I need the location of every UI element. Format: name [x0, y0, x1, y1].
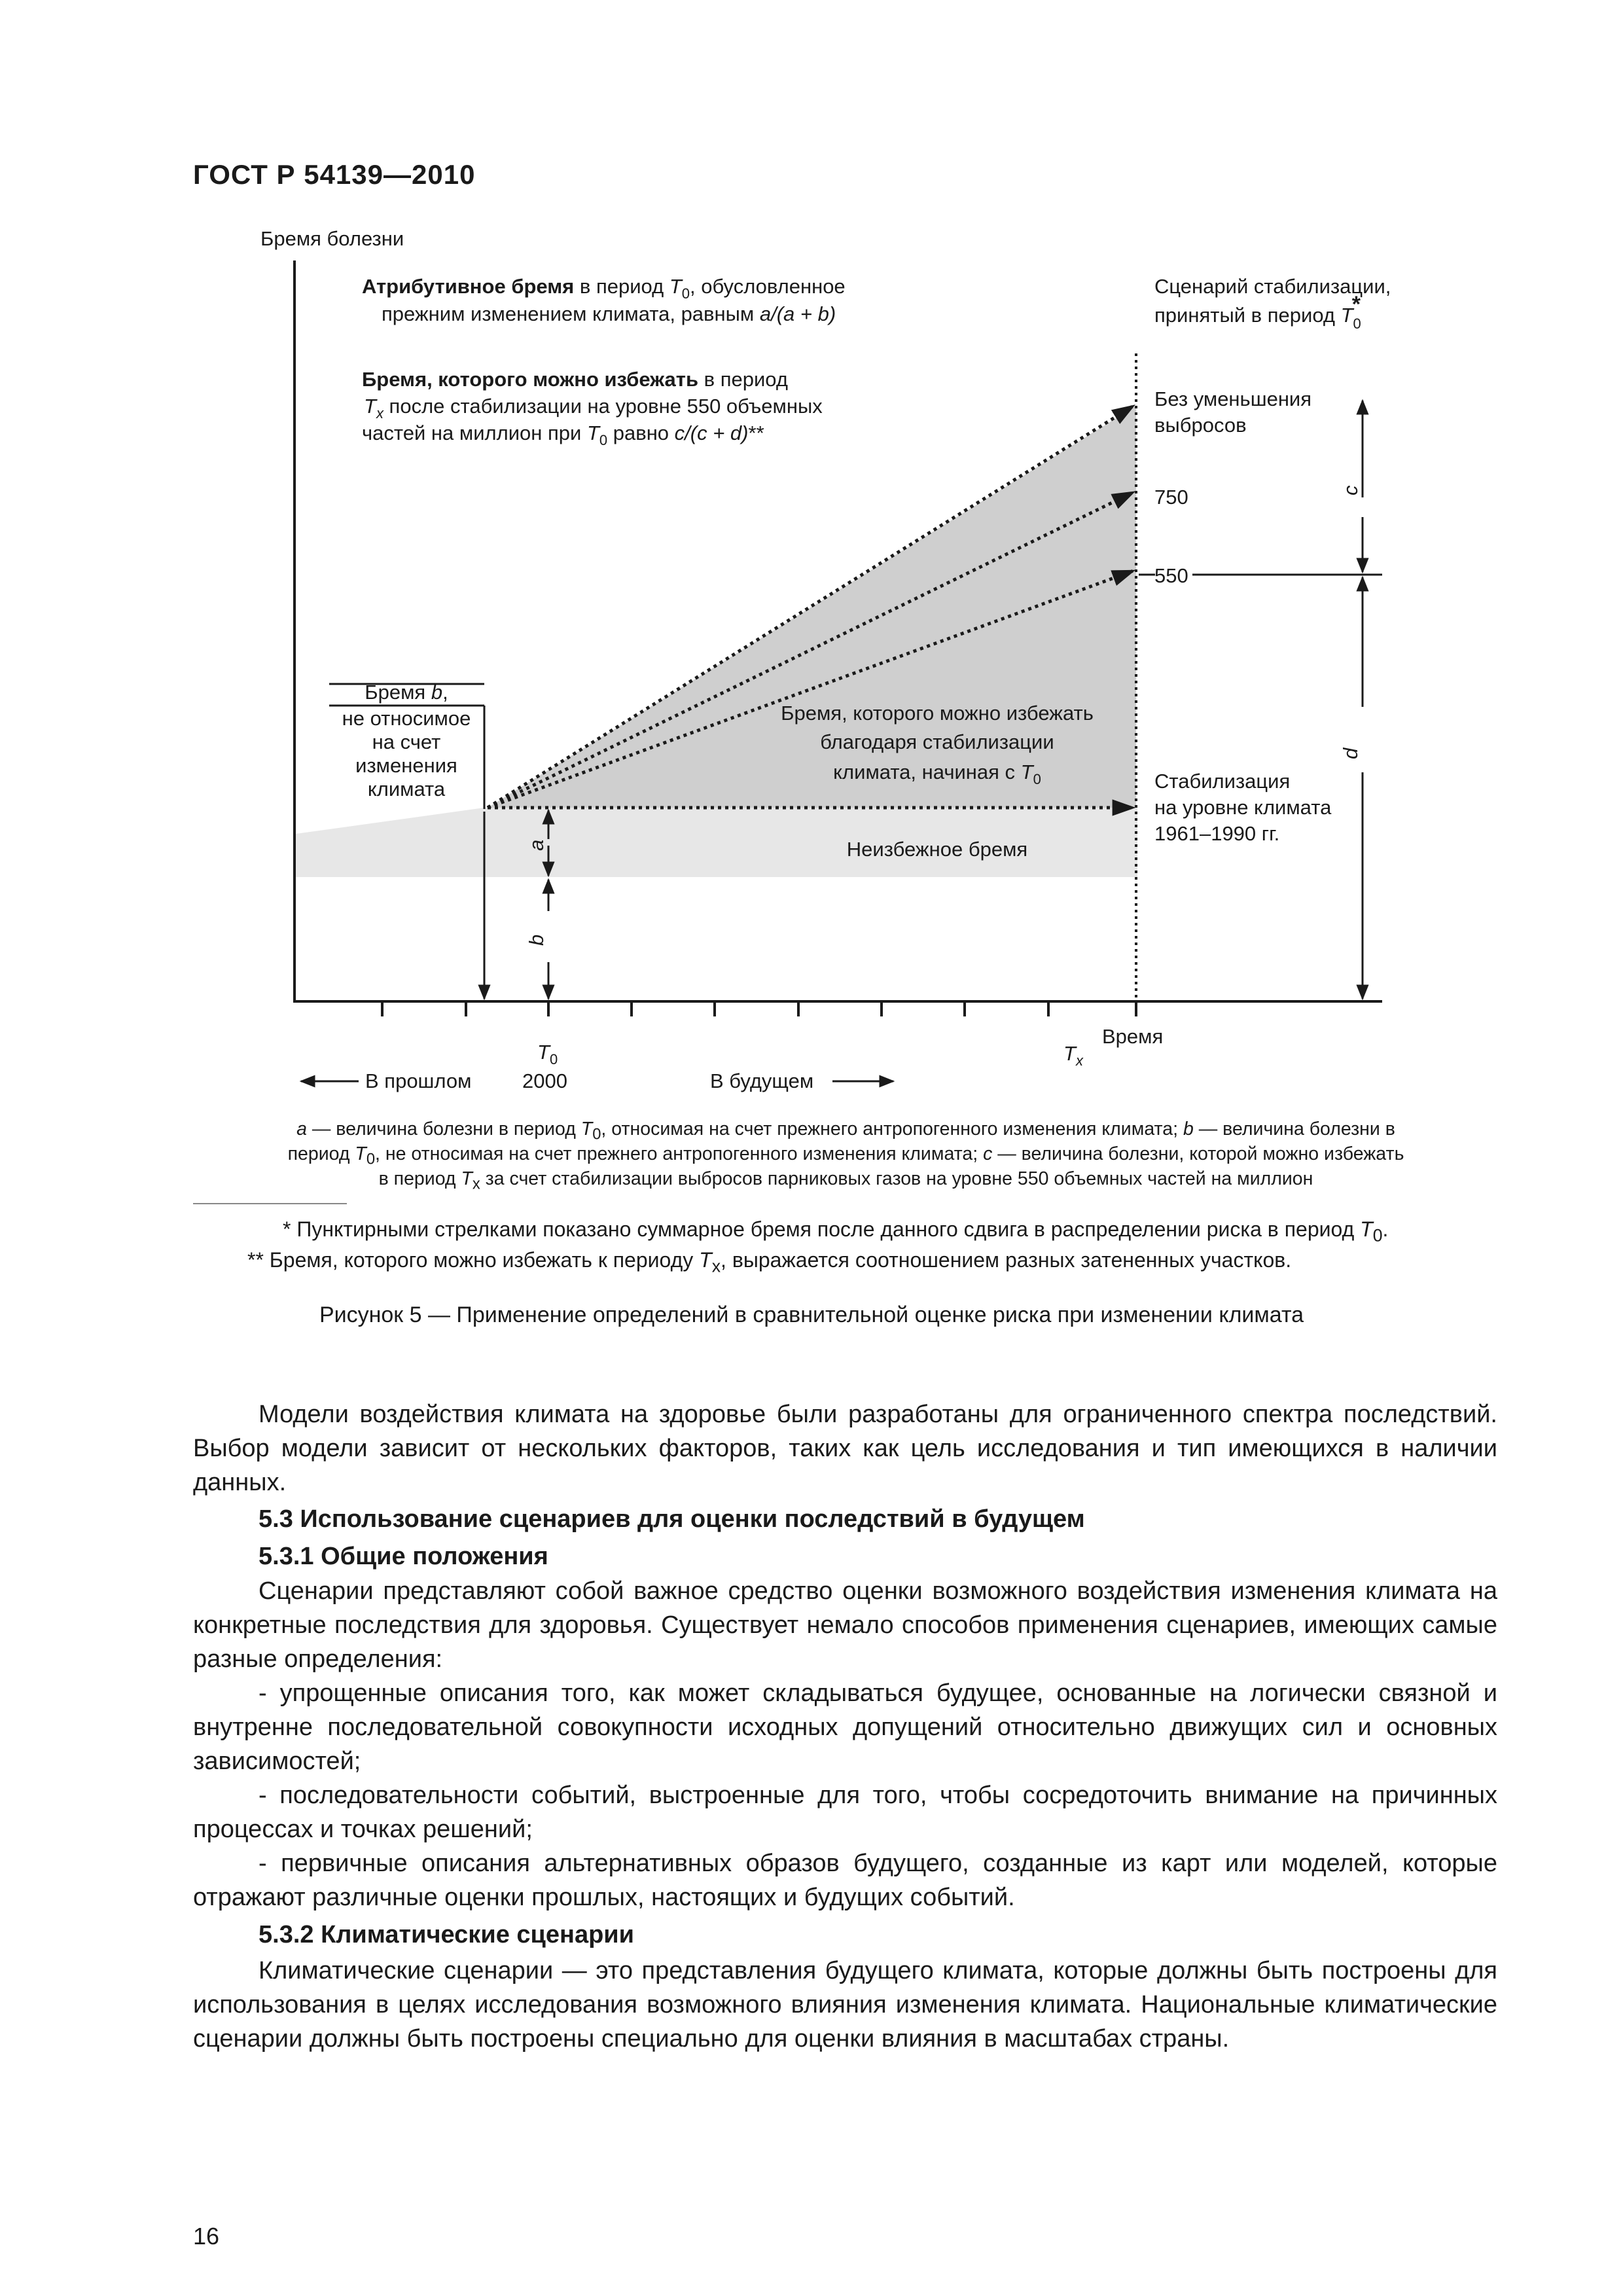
svg-text:прежним изменением климата, ра: прежним изменением климата, равным a/(a + b) [382, 302, 836, 325]
svg-text:a: a [525, 839, 548, 851]
svg-text:на уровне климата: на уровне климата [1154, 796, 1332, 819]
scenario-labels [1154, 387, 1311, 587]
paragraph-models: Модели воздействия климата на здоровье были разработаны для ограниченного спектра последствий. Выбор модели зависит от нескольких факторов, таких как цель исследования и тип имеющихся в наличии данных. [193, 1401, 1497, 1496]
svg-text:Сценарий стабилизации,: Сценарий стабилизации, [1154, 275, 1391, 298]
future-label: В будущем [710, 1069, 814, 1092]
svg-text:1961–1990 гг.: 1961–1990 гг. [1154, 822, 1280, 845]
svg-text:Без уменьшения: Без уменьшения [1154, 387, 1312, 410]
svg-text:не относимое: не относимое [342, 707, 471, 730]
svg-text:Атрибутивное бремя в период T0: Атрибутивное бремя в период $T_0$, обусловленное [362, 275, 846, 302]
svg-text:c: c [1339, 485, 1362, 495]
svg-text:Бремя b,: Бремя b, [365, 681, 448, 704]
section-5-3-heading: 5.3 Использование сценариев для оценки последствий в будущем [259, 1505, 1085, 1533]
svg-text:климата, начиная с T0: климата, начиная с $T_0$ [833, 761, 1041, 787]
svg-text:благодаря стабилизации: благодаря стабилизации [820, 730, 1054, 753]
svg-text:выбросов: выбросов [1154, 414, 1247, 437]
svg-text:Tx: $T_x$ [1063, 1042, 1083, 1069]
svg-text:2000: 2000 [522, 1069, 567, 1092]
list-item-2: - последовательности событий, выстроенные для того, чтобы сосредоточить внимание на причинных процессах и точках решений; [193, 1782, 1497, 1843]
svg-text:Бремя, которого можно избежать: Бремя, которого можно избежать [781, 702, 1094, 725]
figure-legend-line-1: a — величина болезни в период $T_0$, относимая на счет прежнего антропогенного изменения климата; b — величина болезни в [296, 1119, 1395, 1143]
svg-text:d: d [1339, 747, 1362, 759]
figure-caption: Рисунок 5 — Применение определений в сравнительной оценке риска при изменении климата [319, 1302, 1304, 1327]
footnote-divider [193, 1203, 347, 1204]
svg-text:на счет: на счет [372, 730, 441, 753]
figure-legend-line-2: период $T_0$, не относимая на счет прежнего антропогенного изменения климата; c — величина болезни, которой можно избежать [287, 1143, 1404, 1168]
paragraph-scenarios: Сценарии представляют собой важное средство оценки возможного воздействия изменения климата на конкретные последствия для здоровья. Существует немало способов применения сценариев, имеющих самые разные определения: [193, 1577, 1497, 1673]
body-block-1 [193, 1397, 1497, 1499]
burden-b-label [342, 681, 471, 800]
svg-text:частей на миллион при T0 равно: частей на миллион при $T_0$ равно c/(c + d)** [362, 422, 764, 448]
document-header: ГОСТ Р 54139—2010 [193, 159, 476, 190]
svg-text:климата: климата [367, 778, 446, 800]
x-axis-ticks [382, 1001, 1136, 1016]
list-item-1: - упрощенные описания того, как может складываться будущее, основанные на логически связной и внутренне последовательной совокупности исходных допущений относительно движущих сил и основных зависимостей; [193, 1679, 1497, 1775]
x-axis-label: Время [1102, 1025, 1164, 1048]
paragraph-climate-scenarios: Климатические сценарии — это представления будущего климата, которые должны быть построены для использования в целях исследования возможного влияния изменения климата. Национальные климатические сценарии должны быть построены специально для оценки влияния в масштабах страны. [193, 1957, 1497, 2053]
svg-text:принятый в период T0*: принятый в период $T_0*$ [1154, 292, 1361, 332]
body-block-2 [193, 1574, 1497, 1914]
inevitable-burden-label: Неизбежное бремя [846, 838, 1028, 861]
svg-text:b: b [525, 934, 548, 946]
list-item-3: - первичные описания альтернативных образов будущего, созданные из карт или моделей, которые отражают различные оценки прошлых, настоящих и будущих событий. [193, 1850, 1497, 1911]
y-axis-label: Бремя болезни [260, 227, 404, 250]
figure-legend-line-3: в период $T_x$ за счет стабилизации выбросов парниковых газов на уровне 550 объемных частей на миллион [378, 1168, 1313, 1193]
svg-text:750: 750 [1154, 486, 1188, 509]
stabilization-scenario-title [1154, 275, 1391, 332]
svg-text:Tx после стабилизации на уровн: $T_x$ после стабилизации на уровне 550 объемных [364, 395, 823, 422]
svg-text:550: 550 [1154, 564, 1188, 587]
footnote-2: ** Бремя, которого можно избежать к периоду $T_x$, выражается соотношением разных затененных участков. [247, 1248, 1292, 1276]
section-5-3-1-heading: 5.3.1 Общие положения [259, 1543, 548, 1570]
svg-text:изменения: изменения [355, 754, 457, 777]
svg-text:Бремя, которого можно избежать: Бремя, которого можно избежать в период [362, 368, 788, 391]
avoidable-burden-definition [362, 368, 823, 448]
body-block-3 [193, 1954, 1497, 2056]
past-label: В прошлом [365, 1069, 472, 1092]
attributable-burden-text [362, 275, 846, 325]
svg-text:T0: $T_0$ [537, 1041, 558, 1067]
footnote-1: * Пунктирными стрелками показано суммарное бремя после данного сдвига в распределении риска в период $T_0$. [283, 1217, 1389, 1246]
section-5-3-2-heading: 5.3.2 Климатические сценарии [259, 1921, 635, 1948]
stabilization-label [1154, 770, 1332, 845]
svg-text:Стабилизация: Стабилизация [1154, 770, 1291, 793]
page-number: 16 [193, 2223, 220, 2250]
climate-risk-figure [0, 0, 1623, 1113]
